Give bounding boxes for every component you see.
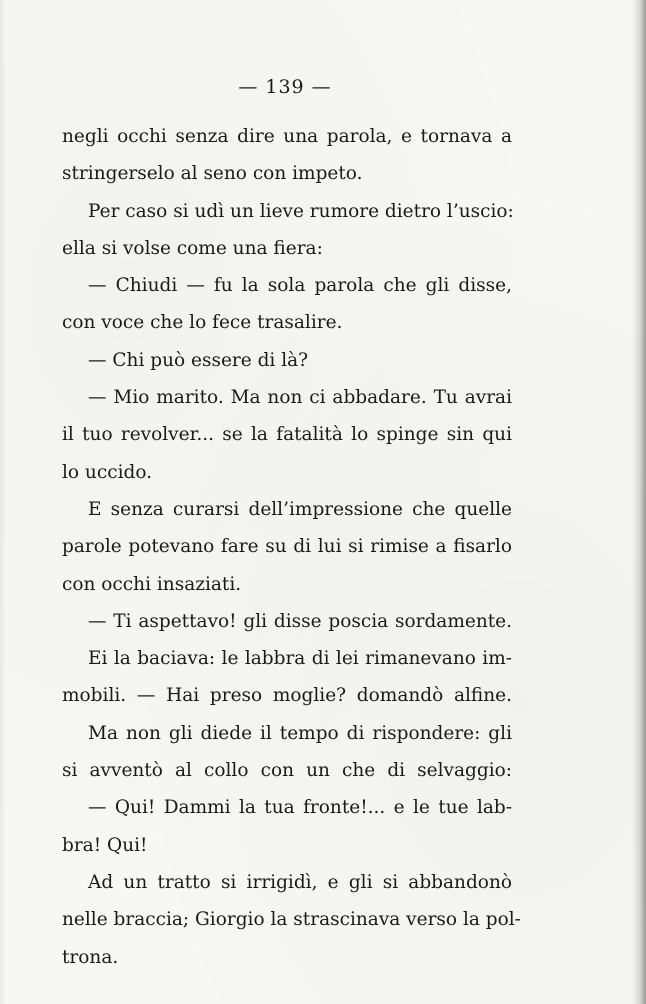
text-line: — Chi può essere di là? (88, 349, 309, 371)
text-line: — Chiudi — fu la sola parola che gli disse, (88, 275, 512, 297)
body-text (62, 118, 521, 976)
text-line: E senza curarsi dell’impressione che quelle (88, 498, 512, 520)
text-line: — Qui! Dammi la tua fronte!... e le tue lab- (88, 797, 512, 819)
text-line: si avventò al collo con un che di selvaggio: (62, 760, 512, 782)
page-number: — 139 — (238, 76, 332, 98)
text-line: — Ti aspettavo! gli disse poscia sordamente. (88, 610, 512, 632)
text-line: mobili. — Hai preso moglie? domandò alfine. (62, 685, 512, 707)
text-line: trona. (62, 946, 119, 968)
text-line: lo uccido. (62, 461, 153, 483)
text-line: il tuo revolver... se la fatalità lo spinge sin qui (62, 424, 512, 446)
text-line: parole potevano fare su di lui si rimise a fisarlo (62, 536, 512, 558)
text-line: negli occhi senza dire una parola, e tornava a (62, 126, 512, 147)
text-line: Per caso si udì un lieve rumore dietro l’uscio: (88, 200, 514, 222)
text-line: Ma non gli diede il tempo di rispondere: gli (88, 722, 512, 744)
text-line: con occhi insaziati. (62, 573, 242, 595)
text-line: Ad un tratto si irrigidì, e gli si abbandonò (88, 871, 512, 893)
text-line: bra! Qui! (62, 834, 148, 856)
text-line: — Mio marito. Ma non ci abbadare. Tu avrai (88, 387, 512, 409)
text-line: con voce che lo fece trasalire. (62, 312, 343, 334)
page-binding-shadow (632, 0, 646, 1004)
page-left-shadow (0, 0, 6, 1004)
text-line: stringerselo al seno con impeto. (62, 163, 363, 185)
text-line: Ei la baciava: le labbra di lei rimanevano im- (88, 648, 512, 670)
text-line: nelle braccia; Giorgio la strascinava verso la pol- (62, 909, 521, 931)
text-line: ella si volse come una fiera: (62, 237, 323, 259)
